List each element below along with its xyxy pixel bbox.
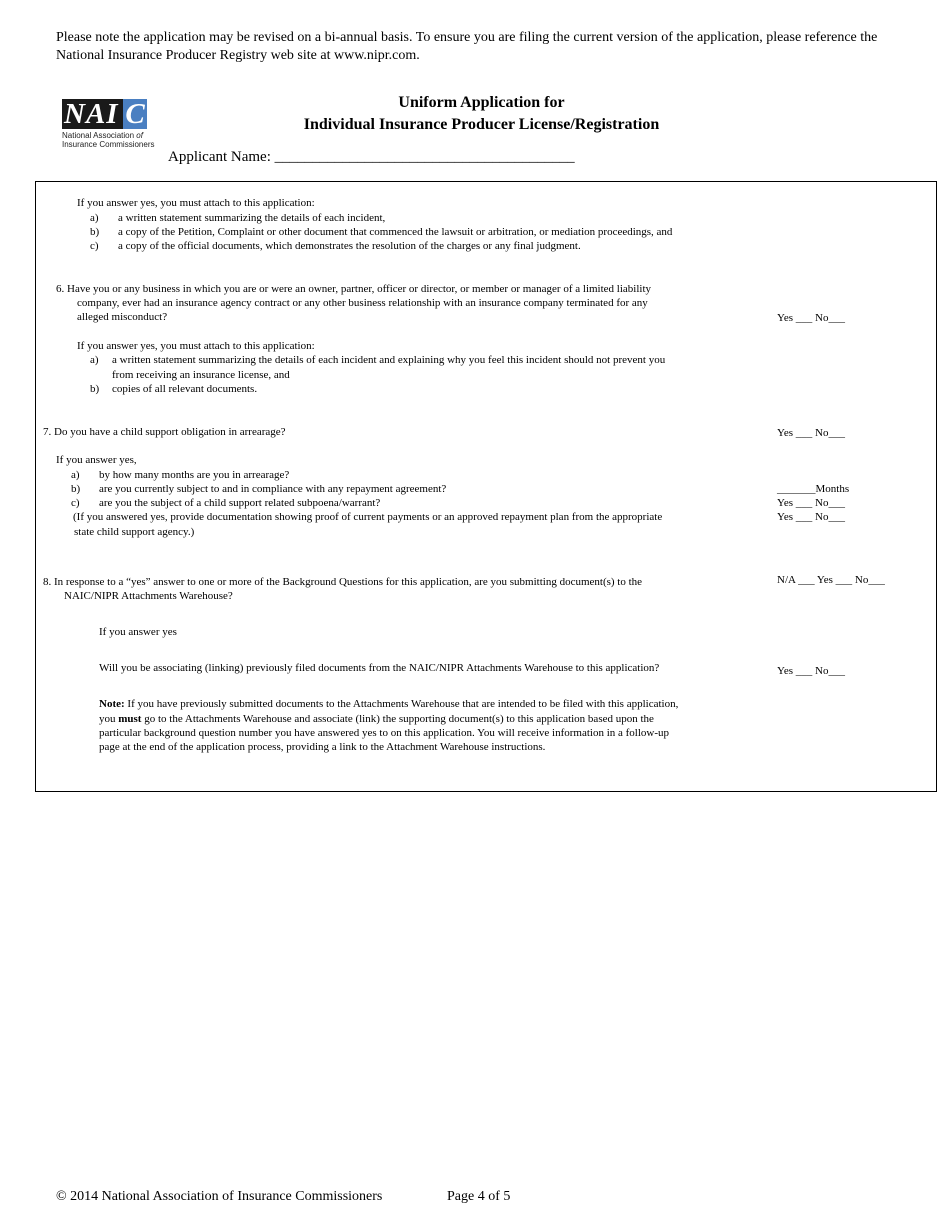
q6-line2: company, ever had an insurance agency contract or any other business relationship with an insurance company terminated for any	[77, 297, 648, 309]
footer-page-number: Page 4 of 5	[447, 1189, 511, 1204]
q5-item-c-text: a copy of the official documents, which demonstrates the resolution of the charges or any final judgment.	[118, 240, 581, 252]
applicant-name-field	[168, 149, 575, 166]
logo-mark-c: C	[123, 99, 147, 129]
q8-linking-question: Will you be associating (linking) previously filed documents from the NAIC/NIPR Attachments Warehouse to this application?	[99, 662, 660, 674]
q6-item-a-line1: a written statement summarizing the details of each incident and explaining why you feel this incident should not prevent you	[112, 354, 666, 366]
naic-logo	[62, 98, 155, 151]
q7-item-c-text: are you the subject of a child support related subpoena/warrant?	[99, 497, 381, 509]
q8-note-line1	[99, 697, 678, 711]
logo-subtitle	[62, 131, 154, 149]
revision-notice: Please note the application may be revised on a bi-annual basis. To ensure you are filing the current version of the application, please reference the National Insurance Producer Registry web site at www.nipr.com.	[56, 30, 878, 63]
q7-note-line1: (If you answered yes, provide documentation showing proof of current payments or an approved repayment plan from the appropriate	[73, 511, 663, 523]
q8-note-line2	[99, 712, 654, 726]
q5-item-b-letter: b)	[90, 226, 100, 238]
q8-linking-answer[interactable]: Yes ___ No___	[777, 665, 845, 677]
q6-item-a-letter: a)	[90, 354, 99, 366]
q7-item-a-answer[interactable]: _______Months	[777, 483, 850, 495]
q7-item-a-letter: a)	[71, 469, 80, 481]
q8-answer[interactable]: N/A ___ Yes ___ No___	[777, 574, 885, 586]
q7-item-b-answer[interactable]: Yes ___ No___	[777, 497, 845, 509]
q8-note-line2-bold: must	[118, 713, 142, 725]
q5-item-c-letter: c)	[90, 240, 99, 252]
q7-intro: If you answer yes,	[56, 454, 137, 466]
form-title-line2: Individual Insurance Producer License/Registration	[303, 116, 660, 133]
logo-line1: National Association	[62, 131, 135, 140]
footer-copyright: © 2014 National Association of Insurance Commissioners	[56, 1189, 383, 1204]
q6-item-b-text: copies of all relevant documents.	[112, 383, 258, 395]
q8-note-line1-text: If you have previously submitted documents to the Attachments Warehouse that are intended to be filed with this application,	[127, 698, 679, 710]
logo-of: of	[136, 131, 143, 140]
q8-line1: 8. In response to a “yes” answer to one or more of the Background Questions for this application, are you submitting document(s) to the	[43, 576, 643, 588]
q6-intro: If you answer yes, you must attach to this application:	[77, 340, 315, 352]
q7-answer[interactable]: Yes ___ No___	[777, 427, 845, 439]
q8-note-line3: particular background question number you have answered yes to on this application. You will receive information in a follow-up	[99, 727, 670, 739]
q6-line1: 6. Have you or any business in which you are or were an owner, partner, officer or director, or member or manager of a limited liability	[56, 283, 652, 295]
q8-line2: NAIC/NIPR Attachments Warehouse?	[64, 590, 233, 602]
q6-line3: alleged misconduct?	[77, 311, 168, 323]
q5-item-a-text: a written statement summarizing the details of each incident,	[118, 212, 386, 224]
q7-note-line2: state child support agency.)	[74, 526, 195, 538]
q8-note-line4: page at the end of the application process, providing a link to the Attachment Warehouse instructions.	[99, 741, 546, 753]
logo-mark: NAI	[62, 99, 124, 129]
q7-item-b-letter: b)	[71, 483, 81, 495]
q8-note-label: Note:	[99, 698, 125, 710]
applicant-name-label: Applicant Name:	[168, 149, 271, 165]
q6-item-b-letter: b)	[90, 383, 100, 395]
q7-question: 7. Do you have a child support obligation in arrearage?	[43, 426, 286, 438]
q7-item-b-text: are you currently subject to and in compliance with any repayment agreement?	[99, 483, 447, 495]
q8-note-line2-a: you	[99, 713, 116, 725]
q8-note-line2-b: go to the Attachments Warehouse and associate (link) the supporting document(s) to this application based upon the	[144, 713, 654, 725]
logo-line2: Insurance Commissioners	[62, 140, 155, 149]
q8-if-yes: If you answer yes	[99, 626, 177, 638]
q7-item-c-letter: c)	[71, 497, 80, 509]
q6-answer[interactable]: Yes ___ No___	[777, 312, 845, 324]
form-title-line1: Uniform Application for	[398, 94, 565, 111]
q5-intro: If you answer yes, you must attach to this application:	[77, 197, 315, 209]
q7-item-c-answer[interactable]: Yes ___ No___	[777, 511, 845, 523]
q5-item-b-text: a copy of the Petition, Complaint or other document that commenced the lawsuit or arbitration, or mediation proceedings, and	[118, 226, 673, 238]
q5-item-a-letter: a)	[90, 212, 99, 224]
q6-item-a-line2: from receiving an insurance license, and	[112, 369, 290, 381]
q7-item-a-text: by how many months are you in arrearage?	[99, 469, 290, 481]
applicant-name-blank: ________________________________________	[274, 149, 575, 165]
